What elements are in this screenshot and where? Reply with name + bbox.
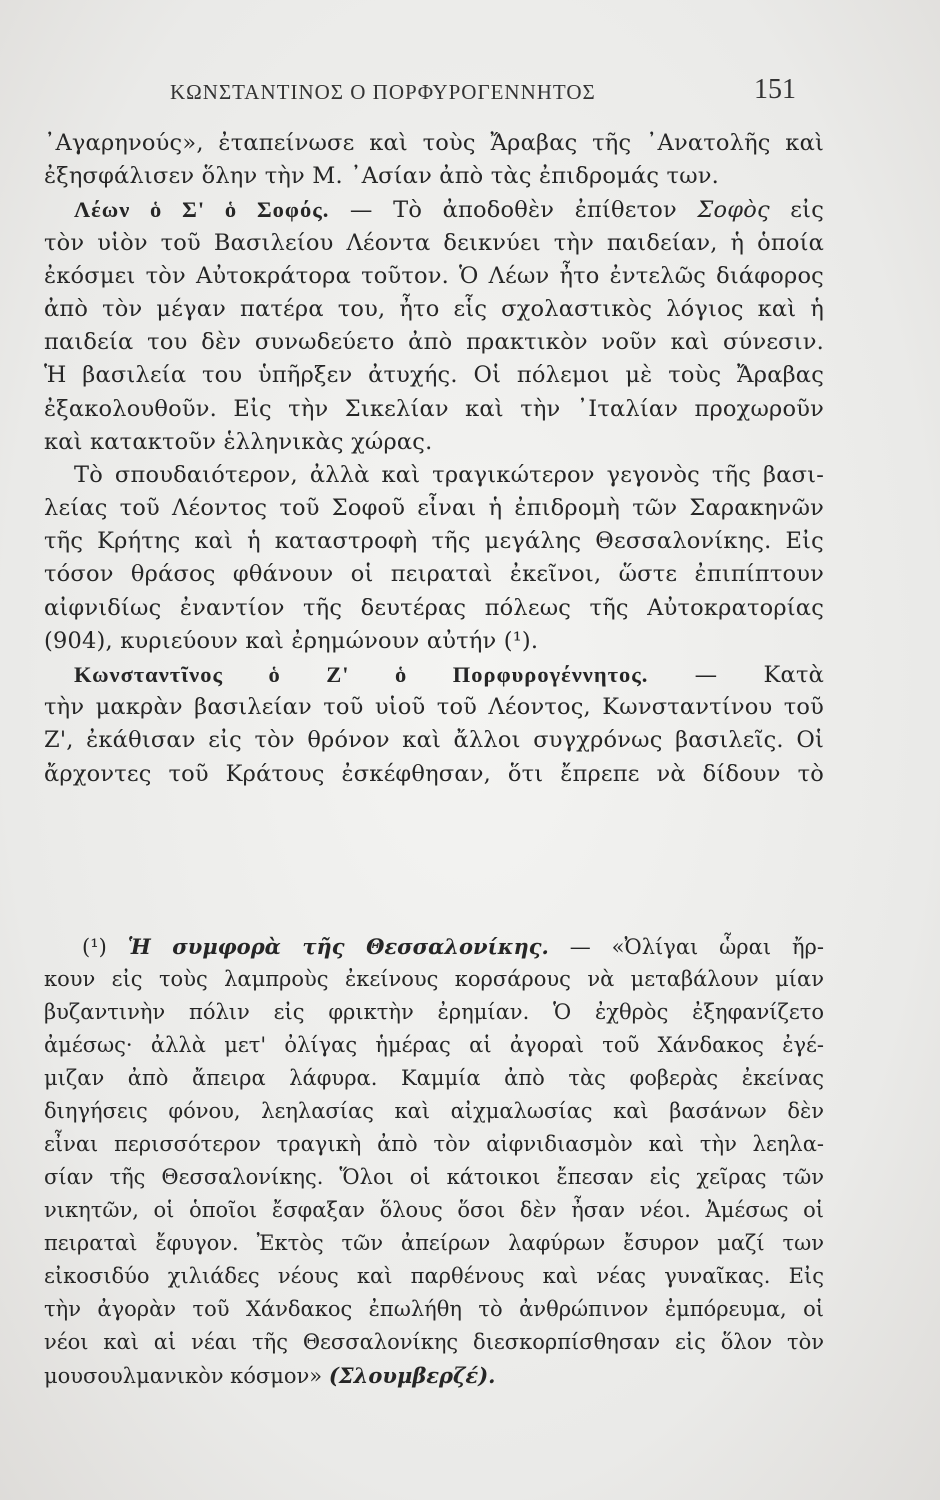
footnote-line-text: μουσουλμανικὸν κόσμον» [44,1364,323,1388]
text-line: τόσον θράσος φθάνουν οἱ πειραταὶ ἐκεῖνοι, ὥστε ἐπιπίπτουν [44,561,824,588]
footnote-marker: (¹) [82,935,107,959]
text-line: ἄρχοντες τοῦ Κράτους ἐσκέφθησαν, ὅτι ἔπρεπε νὰ δίδουν τὸ [44,760,824,787]
page-number: 151 [754,74,796,105]
footnote-line: μιζαν ἀπὸ ἄπειρα λάφυρα. Καμμία ἀπὸ τὰς φοβερὰς ἐκείνας [44,1066,824,1090]
footnote-title: Ἡ συμφορὰ τῆς Θεσσαλονίκης. [127,934,549,959]
footnote-line: πειραταὶ ἔφυγον. Ἐκτὸς τῶν ἀπείρων λαφύρων ἔσυρον μαζί των [44,1231,824,1255]
section-text: — Τὸ ἀποδοθὲν ἐπίθετον [329,197,698,224]
page-header [0,72,940,112]
text-line: παιδεία του δὲν συνωδεύετο ἀπὸ πρακτικὸν νοῦν καὶ σύνεσιν. [44,329,824,356]
text-line: τῆς Κρήτης καὶ ἡ καταστροφὴ τῆς μεγάλης Θεσσαλονίκης. Εἰς [44,528,824,555]
running-title: ΚΩΝΣΤΑΝΤΙΝΟΣ Ο ΠΟΡΦΥΡΟΓΕΝΝΗΤΟΣ [170,80,596,104]
footnote-line: νέοι καὶ αἱ νέαι τῆς Θεσσαλονίκης διεσκορπίσθησαν εἰς ὅλον τὸν [44,1330,824,1354]
text-line: ἐξησφάλισεν ὅλην τὴν Μ. ᾿Ασίαν ἀπὸ τὰς ἐπιδρομάς των. [44,163,719,190]
text-line: λείας τοῦ Λέοντος τοῦ Σοφοῦ εἶναι ἡ ἐπιδρομὴ τῶν Σαρακηνῶν [44,495,824,522]
footnote [44,930,824,1392]
emphasis-sofos: Σοφὸς [697,197,770,224]
text-line: Τὸ σπουδαιότερον, ἀλλὰ καὶ τραγικώτερον γεγονὸς τῆς βασι- [74,461,824,488]
text-line: καὶ κατακτοῦν ἑλληνικὰς χώρας. [44,428,433,455]
footnote-line: βυζαντινὴν πόλιν εἰς φρικτὴν ἐρημίαν. Ὁ ἐχθρὸς ἐξηφανίζετο [44,1000,824,1024]
text-line: Ἡ βασιλεία του ὑπῆρξεν ἀτυχής. Οἱ πόλεμοι μὲ τοὺς Ἄραβας [44,362,824,389]
main-text [44,127,824,791]
footnote-text: — «Ὀλίγαι ὧραι ἤρ- [548,935,824,959]
footnote-line: ἀμέσως· ἀλλὰ μετ' ὀλίγας ἡμέρας αἱ ἀγοραὶ τοῦ Χάνδακος ἐγέ- [44,1033,824,1057]
section-text-tail: — Κατὰ [648,662,824,688]
text-line: αἰφνιδίως ἐναντίον τῆς δευτέρας πόλεως τῆς Αὐτοκρατορίας [44,594,824,621]
footnote-first-line [44,930,824,963]
section-text-tail: εἰς [769,197,824,224]
text-line: Ζ', ἐκάθισαν εἰς τὸν θρόνον καὶ ἄλλοι συγχρόνως βασιλεῖς. Οἱ [44,727,824,754]
footnote-line: σίαν τῆς Θεσσαλονίκης. Ὅλοι οἱ κάτοικοι ἔπεσαν εἰς χεῖρας τῶν [44,1165,824,1189]
text-line: τὸν υἱὸν τοῦ Βασιλείου Λέοντα δεικνύει τὴν παιδείαν, ἡ ὁποία [44,229,824,256]
footnote-line: εἰκοσιδύο χιλιάδες νέους καὶ παρθένους καὶ νέας γυναῖκας. Εἰς [44,1264,824,1288]
footnote-line: νικητῶν, οἱ ὁποῖοι ἔσφαξαν ὅλους ὅσοι δὲν ἦσαν νέοι. Ἀμέσως οἱ [44,1198,824,1222]
footnote-line: εἶναι περισσότερον τραγικὴ ἀπὸ τὸν αἰφνιδιασμὸν καὶ τὴν λεηλα- [44,1132,824,1156]
footnote-line: τὴν ἀγορὰν τοῦ Χάνδακος ἐπωλήθη τὸ ἀνθρώπινον ἐμπόρευμα, οἱ [44,1297,824,1321]
footnote-source: (Σλουμβερζέ). [328,1363,496,1388]
footnote-line: διηγήσεις φόνου, λεηλασίας καὶ αἰχμαλωσίας καὶ βασάνων δὲν [44,1099,824,1123]
section-heading-leo [44,193,824,226]
footnote-last-line [44,1359,824,1392]
section-title-leo: Λέων ὁ Σ' ὁ Σοφός. [74,197,330,223]
text-line: ἐκόσμει τὸν Αὐτοκράτορα τοῦτον. Ὁ Λέων ἦτο ἐντελῶς διάφορος [44,262,824,289]
text-line: ἐξακολουθοῦν. Εἰς τὴν Σικελίαν καὶ τὴν ᾿Ιταλίαν προχωροῦν [44,395,824,422]
text-line: ἀπὸ τὸν μέγαν πατέρα του, ἦτο εἷς σχολαστικὸς λόγιος καὶ ἡ [44,295,824,322]
text-line: ᾿Αγαρηνούς», ἐταπείνωσε καὶ τοὺς Ἄραβας τῆς ᾿Ανατολῆς καὶ [44,130,824,156]
footnote-line: κουν εἰς τοὺς λαμπροὺς ἐκείνους κορσάρους νὰ μεταβάλουν μίαν [44,967,824,991]
text-line: τὴν μακρὰν βασιλείαν τοῦ υἱοῦ τοῦ Λέοντος, Κωνσταντίνου τοῦ [44,694,824,721]
section-title-konstantinos: Κωνσταντῖνος ὁ Ζ' ὁ Πορφυρογέννητος. [74,662,649,687]
section-heading-konstantinos [44,658,824,691]
text-line: (904), κυριεύουν καὶ ἐρημώνουν αὐτήν (¹). [44,627,539,654]
